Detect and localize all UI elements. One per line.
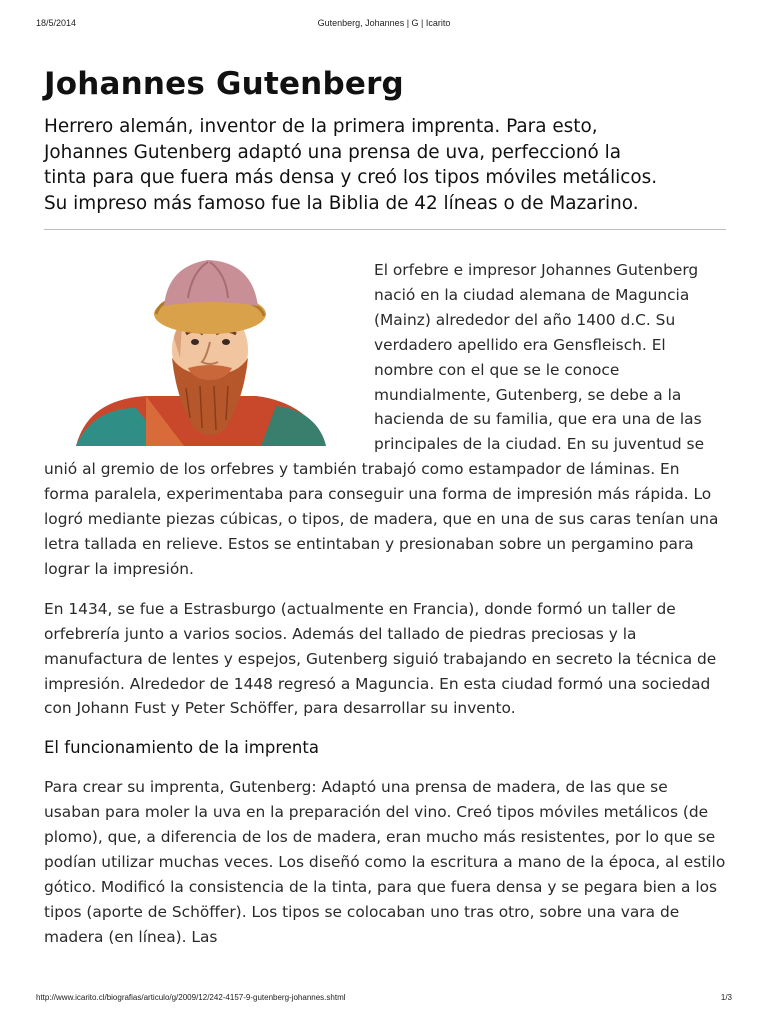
section-heading-imprenta: El funcionamiento de la imprenta xyxy=(44,738,319,758)
print-date: 18/5/2014 xyxy=(36,18,77,28)
print-footer xyxy=(36,993,732,1007)
paragraph-biography: El orfebre e impresor Johannes Gutenberg nació en la ciudad alemana de Maguncia (Mainz) alrededor del año 1400 d.C. Su verdadero apellido era Gensfleisch. El nombre con el que se le conoce mundialmente, Gutenberg, se debe a la hacienda de su familia, que era una de las principales de la ciudad. En su juventud se unió al gremio de los orfebres y también trabajó como estampador de láminas. En forma paralela, experimentaba para conseguir una forma de impresión más rápida. Lo logró mediante piezas cúbicas, o tipos, de madera, que en una de sus caras tenían una letra tallada en relieve. Estos se entintaban y presionaban sobre un pergamino para lograr la impresión. xyxy=(44,261,719,578)
article xyxy=(44,60,726,950)
paragraph-gap xyxy=(44,582,726,597)
gutenberg-portrait xyxy=(76,258,326,446)
print-url: http://www.icarito.cl/biografias/articulo/g/2009/12/242-4157-9-gutenberg-johannes.shtml xyxy=(36,993,346,1002)
print-header xyxy=(36,18,732,32)
lead-divider xyxy=(44,229,726,230)
article-title: Johannes Gutenberg xyxy=(44,66,404,102)
paragraph-strasbourg: En 1434, se fue a Estrasburgo (actualmente en Francia), donde formó un taller de orfebrería junto a varios socios. Además del tallado de piedras preciosas y la manufactura de lentes y espejos, Gutenberg siguió trabajando en secreto la técnica de impresión. Alrededor de 1448 regresó a Maguncia. En esta ciudad formó una sociedad con Johann Fust y Peter Schöffer, para desarrollar su invento. xyxy=(44,599,717,718)
print-page-title: Gutenberg, Johannes | G | Icarito xyxy=(317,18,451,28)
article-body xyxy=(44,258,726,950)
paragraph-imprenta: Para crear su imprenta, Gutenberg: Adaptó una prensa de madera, de las que se usaban para moler la uva en la preparación del vino. Creó tipos móviles metálicos (de plomo), que, a diferencia de los de madera, eran mucho más resistentes, por lo que se podían utilizar muchas veces. Los diseñó como la escritura a mano de la época, al estilo gótico. Modificó la consistencia de la tinta, para que fuera densa y se pegara bien a los tipos (aporte de Schöffer). Los tipos se colocaban uno tras otro, sobre una vara de madera (en línea). Las xyxy=(44,778,726,946)
article-lead: Herrero alemán, inventor de la primera imprenta. Para esto, Johannes Gutenberg adaptó una prensa de uva, perfeccionó la tinta para que fuera más densa y creó los tipos móviles metálicos. Su impreso más famoso fue la Biblia de 42 líneas o de Mazarino. xyxy=(44,116,658,214)
page-number: 1/3 xyxy=(720,993,732,1002)
